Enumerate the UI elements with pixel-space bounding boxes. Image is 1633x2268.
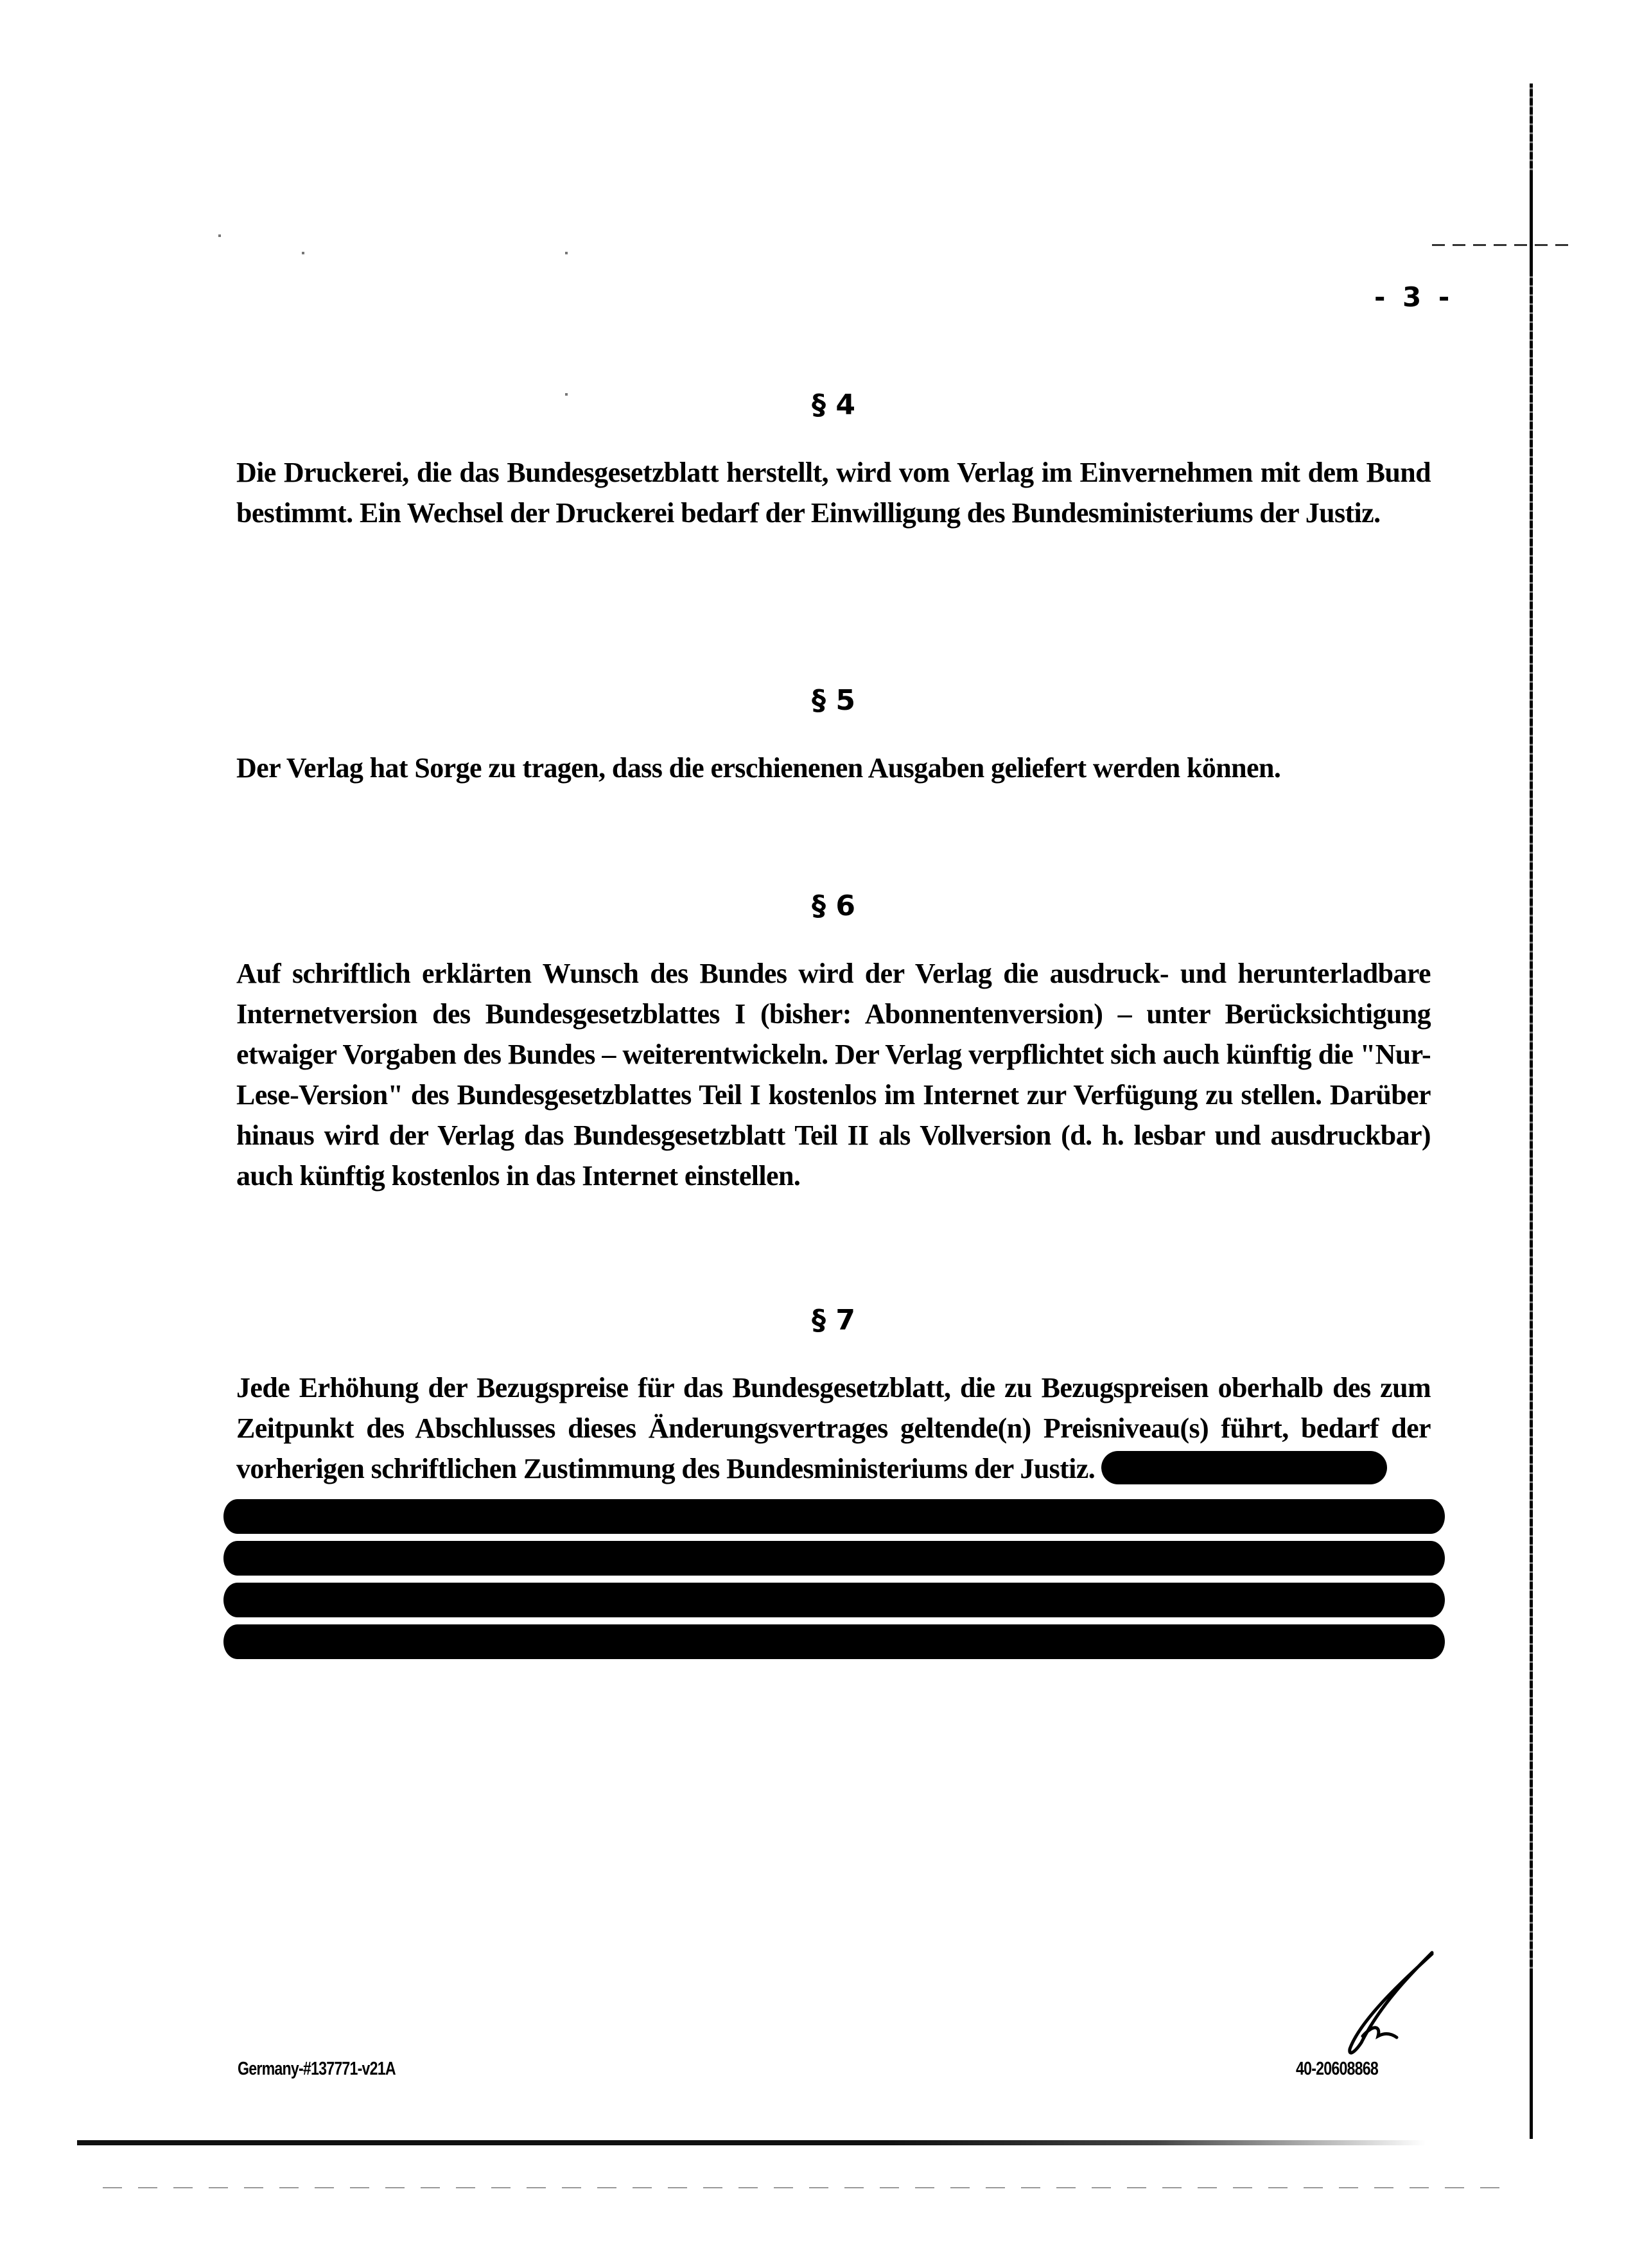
page-number: - 3 - bbox=[1374, 281, 1454, 313]
document-id: Germany-#137771-v21A bbox=[238, 2059, 396, 2079]
redaction-bars bbox=[223, 1499, 1445, 1666]
signature-icon bbox=[1336, 1946, 1451, 2062]
scan-edge-artifact bbox=[1530, 84, 1533, 2139]
scan-edge-solid-segment bbox=[1530, 173, 1533, 270]
scan-edge-solid-segment bbox=[1530, 1972, 1533, 2139]
redaction-bar bbox=[223, 1624, 1445, 1659]
scan-line-artifact bbox=[77, 2140, 1426, 2145]
section-body bbox=[236, 1367, 1431, 1489]
redaction-bar bbox=[223, 1541, 1445, 1576]
scan-speck bbox=[565, 252, 568, 254]
section-4 bbox=[236, 389, 1431, 533]
section-heading: § 7 bbox=[812, 1304, 855, 1337]
scan-speck bbox=[218, 234, 221, 237]
section-body: Der Verlag hat Sorge zu tragen, dass die erschienenen Ausgaben geliefert werden können. bbox=[236, 752, 1281, 784]
reference-number: 40-20608868 bbox=[1296, 2059, 1378, 2079]
section-body-text: Jede Erhöhung der Bezugspreise für das Bundesgesetzblatt, die zu Bezugspreisen oberhalb des zum Zeitpunkt des Abschlusses dieses Änderungsvertrages geltende(n) Preisniveau(s) führt, bedarf der vorherigen schriftlichen Zustimmung des Bundesministeriums der Justiz. bbox=[236, 1372, 1431, 1484]
section-7 bbox=[236, 1304, 1431, 1489]
section-heading: § 6 bbox=[812, 890, 855, 922]
section-body: Die Druckerei, die das Bundesgesetzblatt herstellt, wird vom Verlag im Einvernehmen mit dem Bund bestimmt. Ein Wechsel der Druckerei bedarf der Einwilligung des Bundesministeriums der Justiz. bbox=[236, 457, 1431, 529]
section-6 bbox=[236, 890, 1431, 1196]
section-body: Auf schriftlich erklärten Wunsch des Bundes wird der Verlag die ausdruck- und herunterladbare Internetversion des Bundesgesetzblattes I (bisher: Abonnentenversion) – unter Berücksichtigung etwaiger Vorgaben des Bundes – weiterentwickeln. Der Verlag verpflichtet sich auch künftig die "Nur-Lese-Version" des Bundesgesetzblattes Teil I kostenlos im Internet zur Verfügung zu stellen. Darüber hinaus wird der Verlag das Bundesgesetzblatt Teil II als Vollversion (d. h. lesbar und ausdruckbar) auch künftig kostenlos in das Internet einstellen. bbox=[236, 958, 1431, 1191]
section-5 bbox=[236, 684, 1431, 788]
scan-speck bbox=[302, 252, 304, 254]
section-heading: § 5 bbox=[812, 684, 855, 717]
redaction-block-inline bbox=[1101, 1451, 1387, 1484]
redaction-bar bbox=[223, 1499, 1445, 1534]
scan-line-artifact bbox=[103, 2187, 1515, 2188]
redaction-bar bbox=[223, 1583, 1445, 1617]
section-heading: § 4 bbox=[812, 389, 855, 421]
scan-dash-artifact bbox=[1432, 244, 1573, 246]
